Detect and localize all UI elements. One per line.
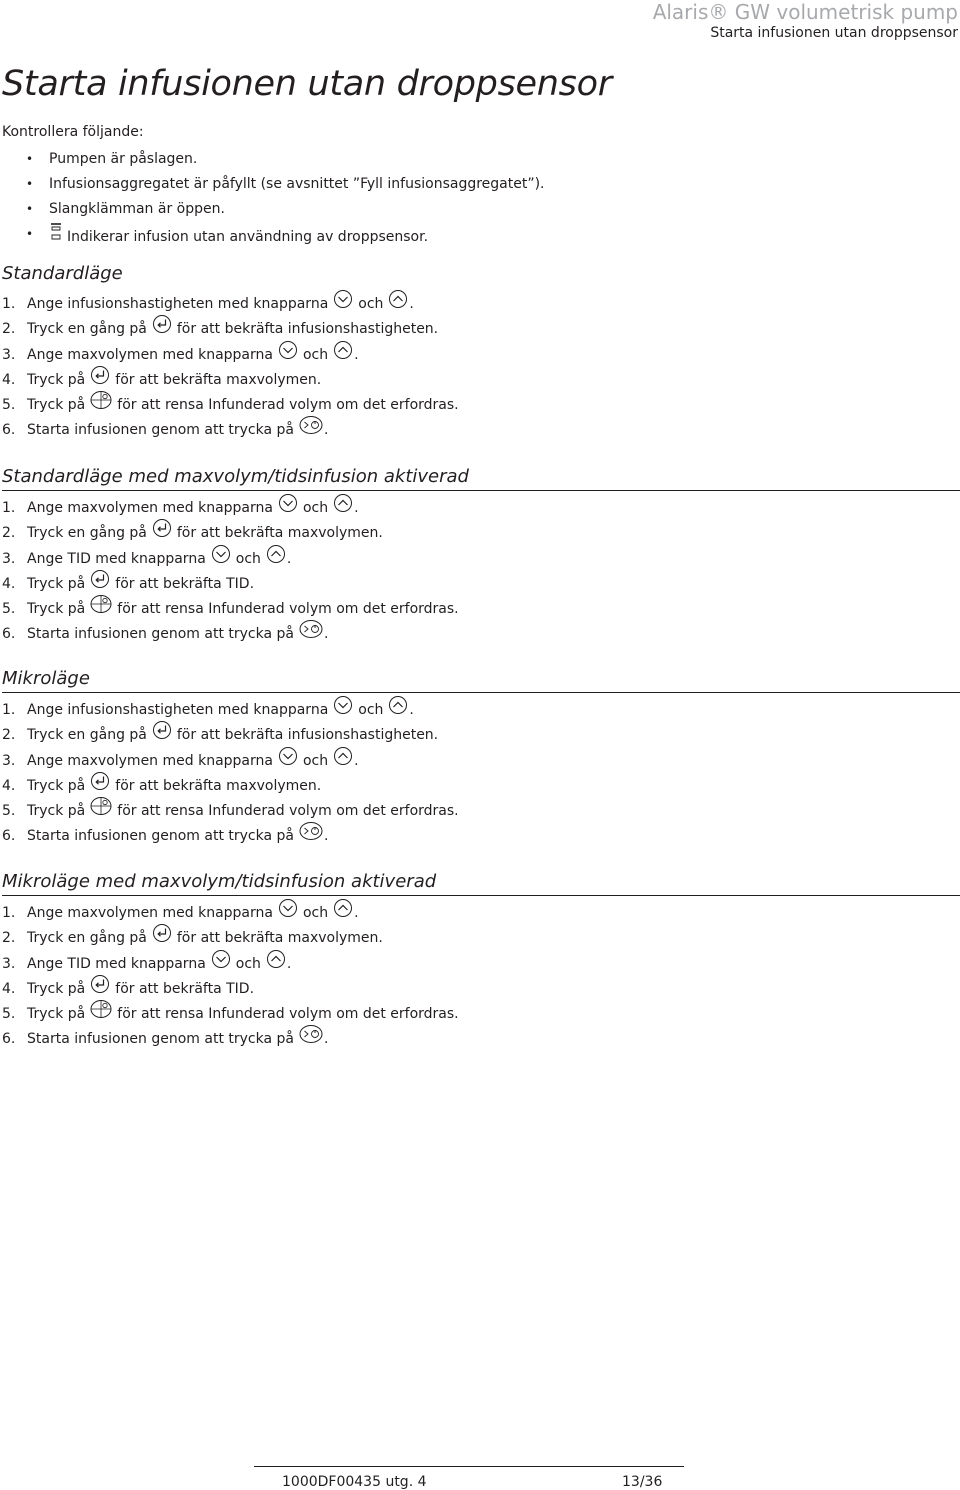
step-number: 2.	[2, 525, 16, 542]
step-conjunction: och	[302, 500, 329, 516]
up-arrow-key-icon	[266, 544, 286, 570]
step-text-end: för att rensa Infunderad volym om det erfordras.	[117, 1006, 459, 1023]
step-text: Ange TID med knapparna	[27, 550, 206, 567]
step-text: Starta infusionen genom att trycka på	[27, 626, 294, 643]
down-arrow-key-icon	[211, 949, 231, 975]
checklist-item	[26, 224, 545, 249]
step-number: 3.	[2, 955, 16, 972]
clear-volume-key-icon	[90, 390, 112, 416]
step-item	[2, 1001, 960, 1026]
section-standard-volume-time	[2, 465, 960, 647]
step-text: Tryck på	[27, 601, 86, 618]
section-standard-mode	[2, 262, 960, 443]
step-conjunction: och	[358, 296, 384, 312]
step-number: 6.	[2, 828, 16, 845]
enter-key-icon	[152, 720, 172, 746]
down-arrow-key-icon	[278, 746, 298, 772]
checklist-item-text: Indikerar infusion utan användning av droppsensor.	[67, 229, 429, 245]
down-arrow-key-icon	[278, 340, 298, 366]
step-text-end: .	[354, 500, 359, 516]
checklist	[26, 149, 545, 249]
step-item	[2, 773, 960, 798]
step-item	[2, 367, 960, 392]
product-name: Alaris® GW volumetrisk pump	[652, 0, 958, 24]
step-conjunction: och	[302, 905, 329, 921]
bullet-icon: •	[26, 227, 34, 241]
enter-key-icon	[90, 974, 110, 1000]
step-number: 4.	[2, 371, 16, 388]
up-arrow-key-icon	[333, 340, 353, 366]
up-arrow-key-icon	[388, 289, 408, 315]
up-arrow-key-icon	[333, 746, 353, 772]
step-item	[2, 316, 960, 341]
checklist-item	[26, 199, 545, 224]
checklist-intro: Kontrollera följande:	[2, 124, 144, 140]
up-arrow-key-icon	[388, 695, 408, 721]
step-number: 5.	[2, 803, 16, 820]
step-text: Ange maxvolymen med knapparna	[27, 346, 273, 363]
step-number: 5.	[2, 1006, 16, 1023]
up-arrow-key-icon	[333, 493, 353, 519]
step-number: 1.	[2, 500, 16, 516]
down-arrow-key-icon	[333, 695, 353, 721]
step-text: Tryck en gång på	[27, 321, 147, 338]
enter-key-icon	[90, 771, 110, 797]
step-item	[2, 520, 960, 545]
no-drop-sensor-icon	[49, 222, 63, 248]
step-item	[2, 571, 960, 596]
step-text: Tryck på	[27, 575, 86, 592]
step-text-end: .	[286, 955, 292, 972]
section-micro-volume-time	[2, 870, 960, 1052]
run-key-icon	[299, 821, 323, 847]
step-item	[2, 722, 960, 747]
step-number: 1.	[2, 702, 16, 718]
step-text: Starta infusionen genom att trycka på	[27, 828, 294, 845]
step-item	[2, 697, 960, 722]
enter-key-icon	[152, 314, 172, 340]
step-item	[2, 621, 960, 646]
page-number: 13/36	[622, 1474, 663, 1490]
step-item	[2, 976, 960, 1001]
step-text: Tryck en gång på	[27, 930, 147, 947]
section-heading: Standardläge	[2, 263, 123, 284]
header-section-title: Starta infusionen utan droppsensor	[710, 25, 958, 41]
step-text-end: för att bekräfta maxvolymen.	[115, 777, 322, 794]
up-arrow-key-icon	[333, 898, 353, 924]
step-text: Ange maxvolymen med knapparna	[27, 500, 273, 516]
step-text-end: för att rensa Infunderad volym om det erfordras.	[117, 397, 459, 414]
step-number: 1.	[2, 296, 16, 312]
step-number: 6.	[2, 1031, 16, 1048]
step-text-end: för att bekräfta TID.	[115, 980, 255, 997]
step-number: 3.	[2, 550, 16, 567]
step-number: 2.	[2, 321, 16, 338]
step-text: Tryck på	[27, 803, 86, 820]
enter-key-icon	[152, 518, 172, 544]
step-text-end: .	[323, 626, 329, 643]
step-number: 2.	[2, 930, 16, 947]
step-number: 4.	[2, 575, 16, 592]
step-text-end: för att bekräfta TID.	[115, 575, 255, 592]
page-header	[653, 0, 958, 42]
step-item	[2, 1026, 960, 1051]
step-text-end: .	[354, 346, 359, 363]
page-title: Starta infusionen utan droppsensor	[2, 64, 612, 104]
checklist-item	[26, 149, 545, 174]
footer-rule	[254, 1466, 684, 1467]
checklist-item	[26, 174, 545, 199]
step-text: Starta infusionen genom att trycka på	[27, 1031, 294, 1048]
down-arrow-key-icon	[278, 493, 298, 519]
step-text-end: .	[323, 828, 329, 845]
step-text: Ange TID med knapparna	[27, 955, 206, 972]
run-key-icon	[299, 415, 323, 441]
step-list	[2, 900, 960, 1052]
step-text-end: för att bekräfta maxvolymen.	[176, 930, 383, 947]
step-item	[2, 596, 960, 621]
step-conjunction: och	[302, 346, 329, 363]
step-item	[2, 748, 960, 773]
step-number: 3.	[2, 752, 16, 769]
enter-key-icon	[90, 365, 110, 391]
step-conjunction: och	[302, 752, 329, 769]
step-text-end: för att bekräfta maxvolymen.	[176, 525, 383, 542]
checklist-item-text: Infusionsaggregatet är påfyllt (se avsnittet ”Fyll infusionsaggregatet”).	[49, 176, 545, 192]
step-number: 3.	[2, 346, 16, 363]
step-text-end: .	[409, 296, 414, 312]
step-number: 1.	[2, 905, 16, 921]
step-item	[2, 951, 960, 976]
up-arrow-key-icon	[266, 949, 286, 975]
step-number: 5.	[2, 397, 16, 414]
bullet-icon: •	[26, 152, 34, 166]
clear-volume-key-icon	[90, 796, 112, 822]
section-micro-mode	[2, 667, 960, 849]
step-item	[2, 392, 960, 417]
step-item	[2, 546, 960, 571]
step-text-end: .	[354, 905, 359, 921]
checklist-item-text: Slangklämman är öppen.	[49, 201, 225, 217]
step-number: 5.	[2, 601, 16, 618]
step-text: Tryck en gång på	[27, 525, 147, 542]
bullet-icon: •	[26, 177, 34, 191]
step-number: 4.	[2, 980, 16, 997]
step-list	[2, 495, 960, 647]
section-heading: Mikroläge	[2, 667, 960, 693]
step-text: Ange maxvolymen med knapparna	[27, 752, 273, 769]
step-conjunction: och	[235, 955, 261, 972]
step-text-end: för att bekräfta maxvolymen.	[115, 371, 322, 388]
run-key-icon	[299, 619, 323, 645]
step-conjunction: och	[235, 550, 261, 567]
step-text-end: .	[323, 422, 329, 439]
step-text-end: för att bekräfta infusionshastigheten.	[176, 727, 439, 744]
step-text: Tryck på	[27, 777, 86, 794]
step-item	[2, 798, 960, 823]
step-text-end: för att rensa Infunderad volym om det erfordras.	[117, 601, 459, 618]
step-text: Tryck på	[27, 1006, 86, 1023]
down-arrow-key-icon	[278, 898, 298, 924]
step-number: 4.	[2, 777, 16, 794]
step-text-end: .	[409, 702, 414, 718]
step-text-end: för att bekräfta infusionshastigheten.	[176, 321, 439, 338]
down-arrow-key-icon	[333, 289, 353, 315]
step-text-end: .	[286, 550, 292, 567]
step-text-end: .	[354, 752, 359, 769]
step-item	[2, 925, 960, 950]
step-text-end: för att rensa Infunderad volym om det erfordras.	[117, 803, 459, 820]
step-list	[2, 291, 960, 443]
down-arrow-key-icon	[211, 544, 231, 570]
step-text: Tryck på	[27, 980, 86, 997]
step-item	[2, 417, 960, 442]
step-text: Ange maxvolymen med knapparna	[27, 905, 273, 921]
bullet-icon: •	[26, 202, 34, 216]
clear-volume-key-icon	[90, 594, 112, 620]
enter-key-icon	[152, 923, 172, 949]
step-text: Tryck på	[27, 397, 86, 414]
step-conjunction: och	[358, 702, 384, 718]
section-heading: Mikroläge med maxvolym/tidsinfusion aktiverad	[2, 870, 960, 896]
step-text: Starta infusionen genom att trycka på	[27, 422, 294, 439]
step-text: Tryck en gång på	[27, 727, 147, 744]
step-number: 2.	[2, 727, 16, 744]
clear-volume-key-icon	[90, 999, 112, 1025]
step-text-end: .	[323, 1031, 329, 1048]
run-key-icon	[299, 1024, 323, 1050]
section-heading: Standardläge med maxvolym/tidsinfusion aktiverad	[2, 465, 960, 491]
enter-key-icon	[90, 569, 110, 595]
step-item	[2, 823, 960, 848]
step-number: 6.	[2, 422, 16, 439]
step-item	[2, 342, 960, 367]
step-text: Ange infusionshastigheten med knapparna	[27, 702, 329, 718]
step-item	[2, 900, 960, 925]
step-number: 6.	[2, 626, 16, 643]
document-number: 1000DF00435 utg. 4	[282, 1474, 427, 1490]
checklist-item-text: Pumpen är påslagen.	[49, 151, 198, 167]
step-item	[2, 495, 960, 520]
step-text: Ange infusionshastigheten med knapparna	[27, 296, 329, 312]
step-text: Tryck på	[27, 371, 86, 388]
step-item	[2, 291, 960, 316]
step-list	[2, 697, 960, 849]
